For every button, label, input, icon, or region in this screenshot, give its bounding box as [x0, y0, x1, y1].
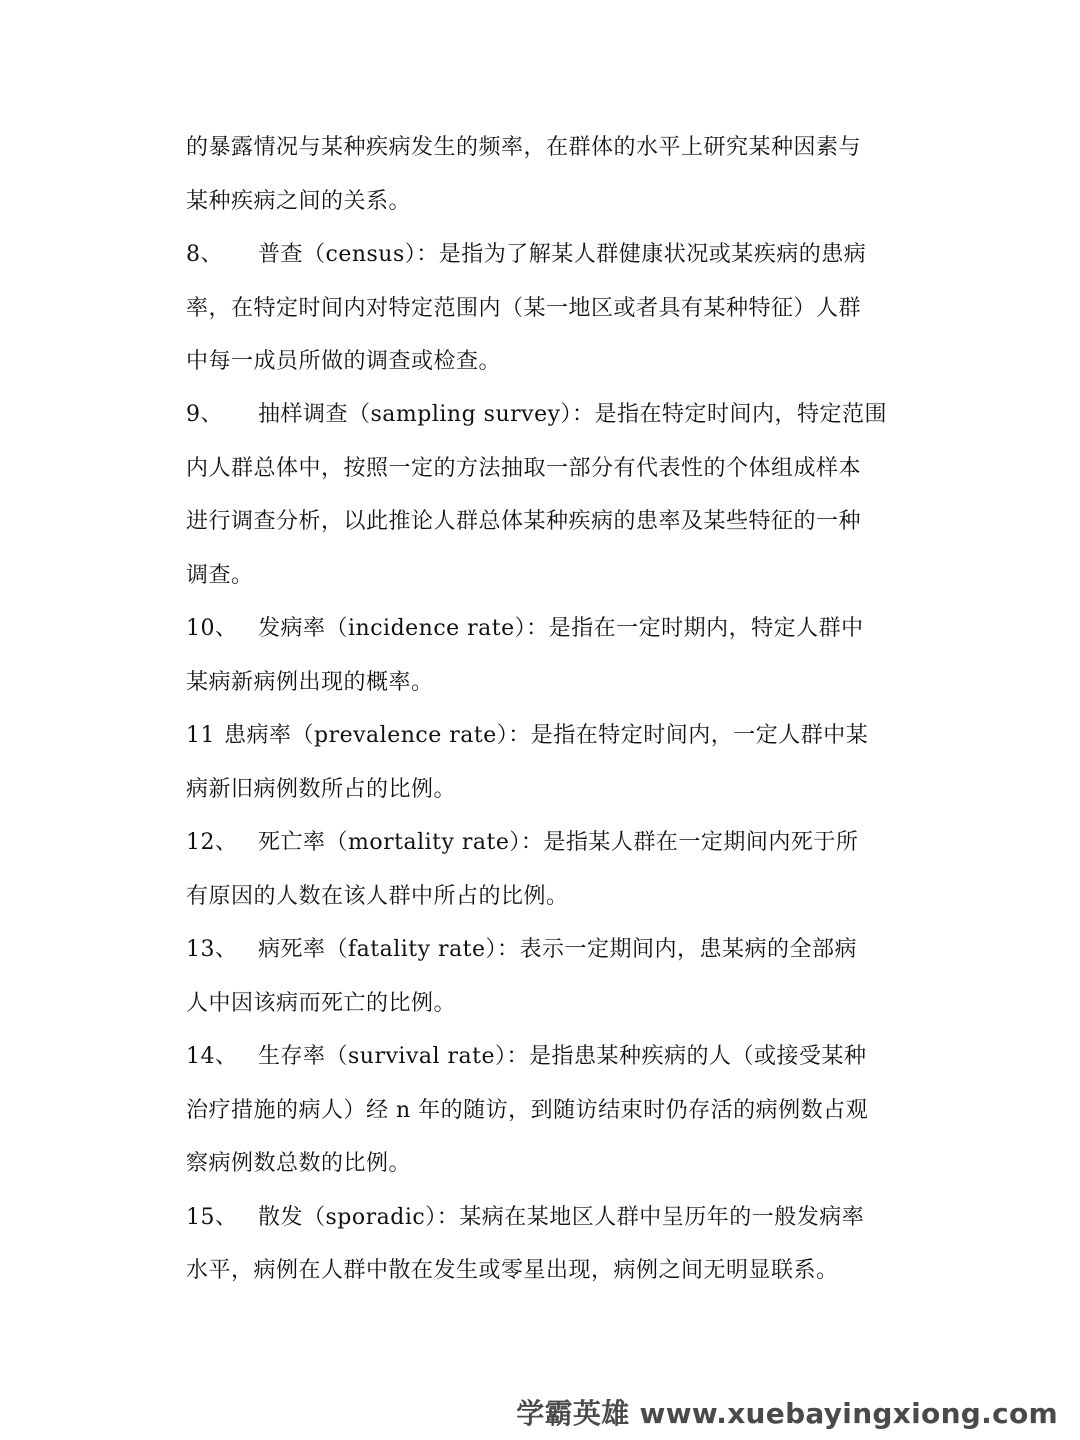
- text-line: 有原因的人数在该人群中所占的比例。: [186, 884, 569, 909]
- item-13: 13、 病死率（fatality rate）：表示一定期间内，患某病的全部病: [186, 935, 906, 965]
- text-line: 某病新病例出现的概率。: [186, 670, 434, 695]
- item-9: 9、 抽样调查（sampling survey）：是指在特定时间内，特定范围: [186, 400, 906, 430]
- item-11: 11 患病率（prevalence rate）：是指在特定时间内，一定人群中某: [186, 721, 906, 751]
- text-line: 中每一成员所做的调查或检查。: [186, 349, 502, 374]
- text-line: 内人群总体中，按照一定的方法抽取一部分有代表性的个体组成样本: [186, 456, 862, 481]
- item-number: 8、: [186, 242, 223, 267]
- text-line: 进行调查分析，以此推论人群总体某种疾病的患率及某些特征的一种: [186, 509, 862, 534]
- item-12: 12、 死亡率（mortality rate）：是指某人群在一定期间内死于所: [186, 828, 906, 858]
- text-line: 治疗措施的病人）经 n 年的随访，到随访结束时仍存活的病例数占观: [186, 1098, 869, 1123]
- item-number: 13、: [186, 937, 238, 962]
- item-8: 8、 普查（census）：是指为了解某人群健康状况或某疾病的患病: [186, 240, 906, 270]
- item-number: 11: [186, 723, 215, 748]
- text-line: 调查。: [186, 563, 254, 588]
- item-number: 15、: [186, 1205, 238, 1230]
- item-15: 15、 散发（sporadic）：某病在某地区人群中呈历年的一般发病率: [186, 1203, 906, 1233]
- item-number: 12、: [186, 830, 238, 855]
- text-line: 水平，病例在人群中散在发生或零星出现，病例之间无明显联系。: [186, 1258, 839, 1283]
- text-line: 的暴露情况与某种疾病发生的频率，在群体的水平上研究某种因素与: [186, 135, 862, 160]
- text-line: 某种疾病之间的关系。: [186, 189, 412, 214]
- item-number: 14、: [186, 1044, 238, 1069]
- item-number: 9、: [186, 402, 223, 427]
- item-10: 10、 发病率（incidence rate）：是指在一定时期内，特定人群中: [186, 614, 906, 644]
- text-line: 率，在特定时间内对特定范围内（某一地区或者具有某种特征）人群: [186, 296, 862, 321]
- text-line: 察病例数总数的比例。: [186, 1151, 412, 1176]
- text-line: 病新旧病例数所占的比例。: [186, 777, 457, 802]
- item-14: 14、 生存率（survival rate）：是指患某种疾病的人（或接受某种: [186, 1042, 906, 1072]
- text-line: 人中因该病而死亡的比例。: [186, 991, 457, 1016]
- item-number: 10、: [186, 616, 238, 641]
- site-watermark: 学霸英雄 www.xuebayingxiong.com: [516, 1397, 1058, 1430]
